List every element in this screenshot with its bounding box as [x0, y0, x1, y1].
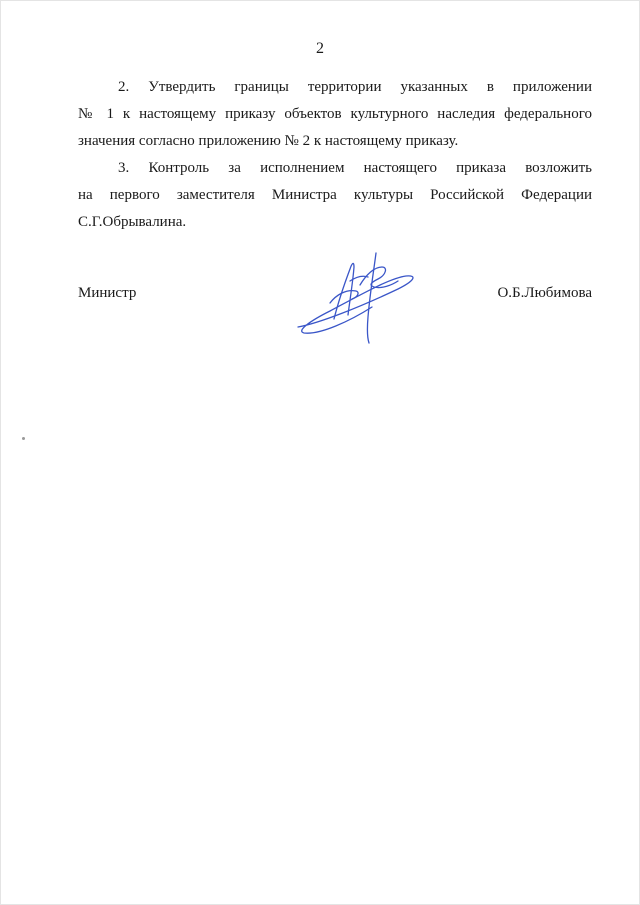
signature-block — [78, 285, 592, 309]
signatory-name: О.Б.Любимова — [497, 285, 592, 301]
document-body — [78, 74, 592, 236]
paragraph-line: С.Г.Обрывалина. — [78, 214, 187, 230]
paragraph-line: значения согласно приложению № 2 к настоящему приказу. — [78, 133, 459, 149]
scan-speck — [22, 437, 25, 440]
paragraph-item-2 — [78, 74, 592, 155]
paragraph-line: на первого заместителя Министра культуры Российской Федерации — [78, 187, 592, 203]
paragraph-line: 2. Утвердить границы территории указанных в приложении — [118, 79, 592, 95]
paragraph-line: № 1 к настоящему приказу объектов культурного наследия федерального — [78, 106, 592, 122]
paragraph-line: 3. Контроль за исполнением настоящего приказа возложить — [118, 160, 592, 176]
paragraph-item-3 — [78, 155, 592, 236]
signatory-title: Министр — [78, 285, 137, 301]
page-number: 2 — [316, 40, 324, 57]
